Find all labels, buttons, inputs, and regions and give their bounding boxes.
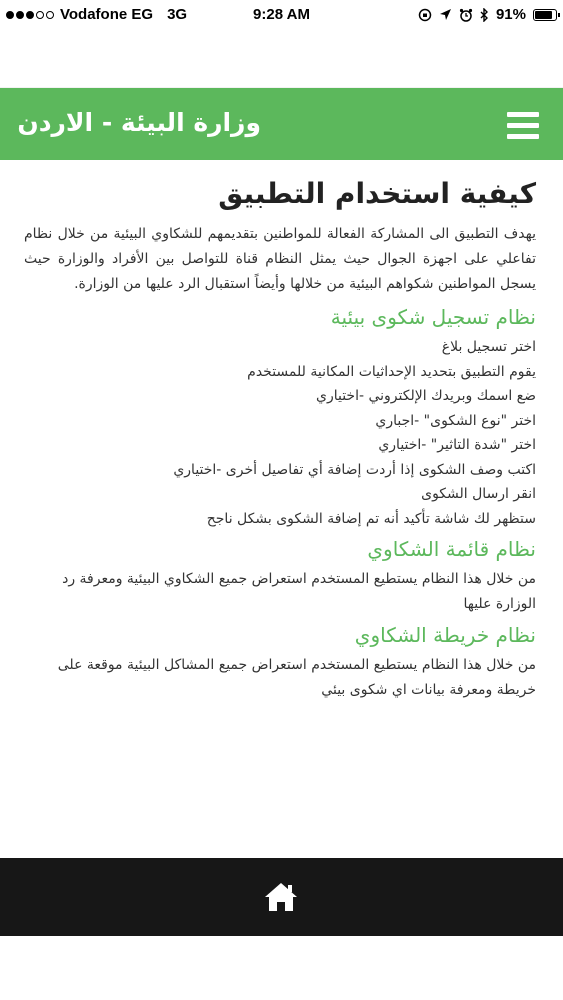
- list-item: يقوم التطبيق بتحديد الإحداثيات المكانية للمستخدم: [247, 363, 536, 380]
- list-item: ستظهر لك شاشة تأكيد أنه تم إضافة الشكوى بشكل ناجح: [206, 510, 536, 527]
- page-title: كيفية استخدام التطبيق: [218, 177, 536, 210]
- status-time: 9:28 AM: [253, 6, 310, 23]
- alarm-clock-icon: [459, 8, 473, 22]
- screen-bottom: [0, 936, 563, 1000]
- list-section-text: من خلال هذا النظام يستطيع المستخدم استعراض جميع الشكاوي البيئية ومعرفة رد الوزارة عليها: [62, 571, 536, 612]
- location-arrow-icon: [439, 8, 452, 21]
- status-left: [6, 6, 187, 23]
- list-item: انقر ارسال الشكوى: [421, 486, 536, 502]
- signal-strength-icon: [6, 11, 54, 19]
- list-item: اختر تسجيل بلاغ: [441, 339, 536, 355]
- list-item: ضع اسمك وبريدك الإلكتروني -اختياري: [316, 388, 536, 404]
- section-title-register: نظام تسجيل شكوى بيئية: [330, 305, 536, 329]
- app-header: [0, 88, 563, 160]
- status-right: [418, 6, 557, 23]
- intro-paragraph: يهدف التطبيق الى المشاركة الفعالة للمواطنين بتقديمهم للشكاوي البيئية من خلال نظام تفاعلي على اجهزة الجوال حيث يمثل النظام قناة للتواصل بين الأفراد والوزارة حيث يسجل المواطنين شكواهم البيئية من خلالها وأيضاً استقبال الرد عليها من الوزارة.: [24, 226, 536, 292]
- bluetooth-icon: [480, 8, 489, 22]
- orientation-lock-icon: [418, 8, 432, 22]
- section-title-map: نظام خريطة الشكاوي: [354, 623, 536, 647]
- carrier-name: Vodafone EG: [60, 6, 154, 23]
- status-bar: [0, 0, 563, 30]
- browser-spacer: [0, 30, 563, 88]
- home-icon[interactable]: [263, 880, 299, 914]
- list-item: اختر "نوع الشكوى" -اجباري: [375, 412, 536, 429]
- list-item: اختر "شدة التاثير" -اختياري: [378, 437, 536, 453]
- list-item: اكتب وصف الشكوى إذا أردت إضافة أي تفاصيل أخرى -اختياري: [173, 461, 536, 478]
- bottom-nav-bar: [0, 858, 563, 936]
- register-steps-list: [24, 335, 536, 531]
- section-title-list: نظام قائمة الشكاوي: [367, 537, 536, 561]
- hamburger-menu-icon[interactable]: [507, 112, 539, 140]
- app-title: وزارة البيئة - الاردن: [17, 108, 261, 137]
- battery-percent: 91%: [495, 6, 526, 23]
- network-type: 3G: [167, 6, 188, 23]
- battery-icon: [533, 9, 557, 21]
- main-content: [24, 172, 536, 703]
- map-section-text: من خلال هذا النظام يستطيع المستخدم استعراض جميع المشاكل البيئية موقعة على خريطة ومعرفة بيانات اي شكوى بيئي: [57, 657, 536, 698]
